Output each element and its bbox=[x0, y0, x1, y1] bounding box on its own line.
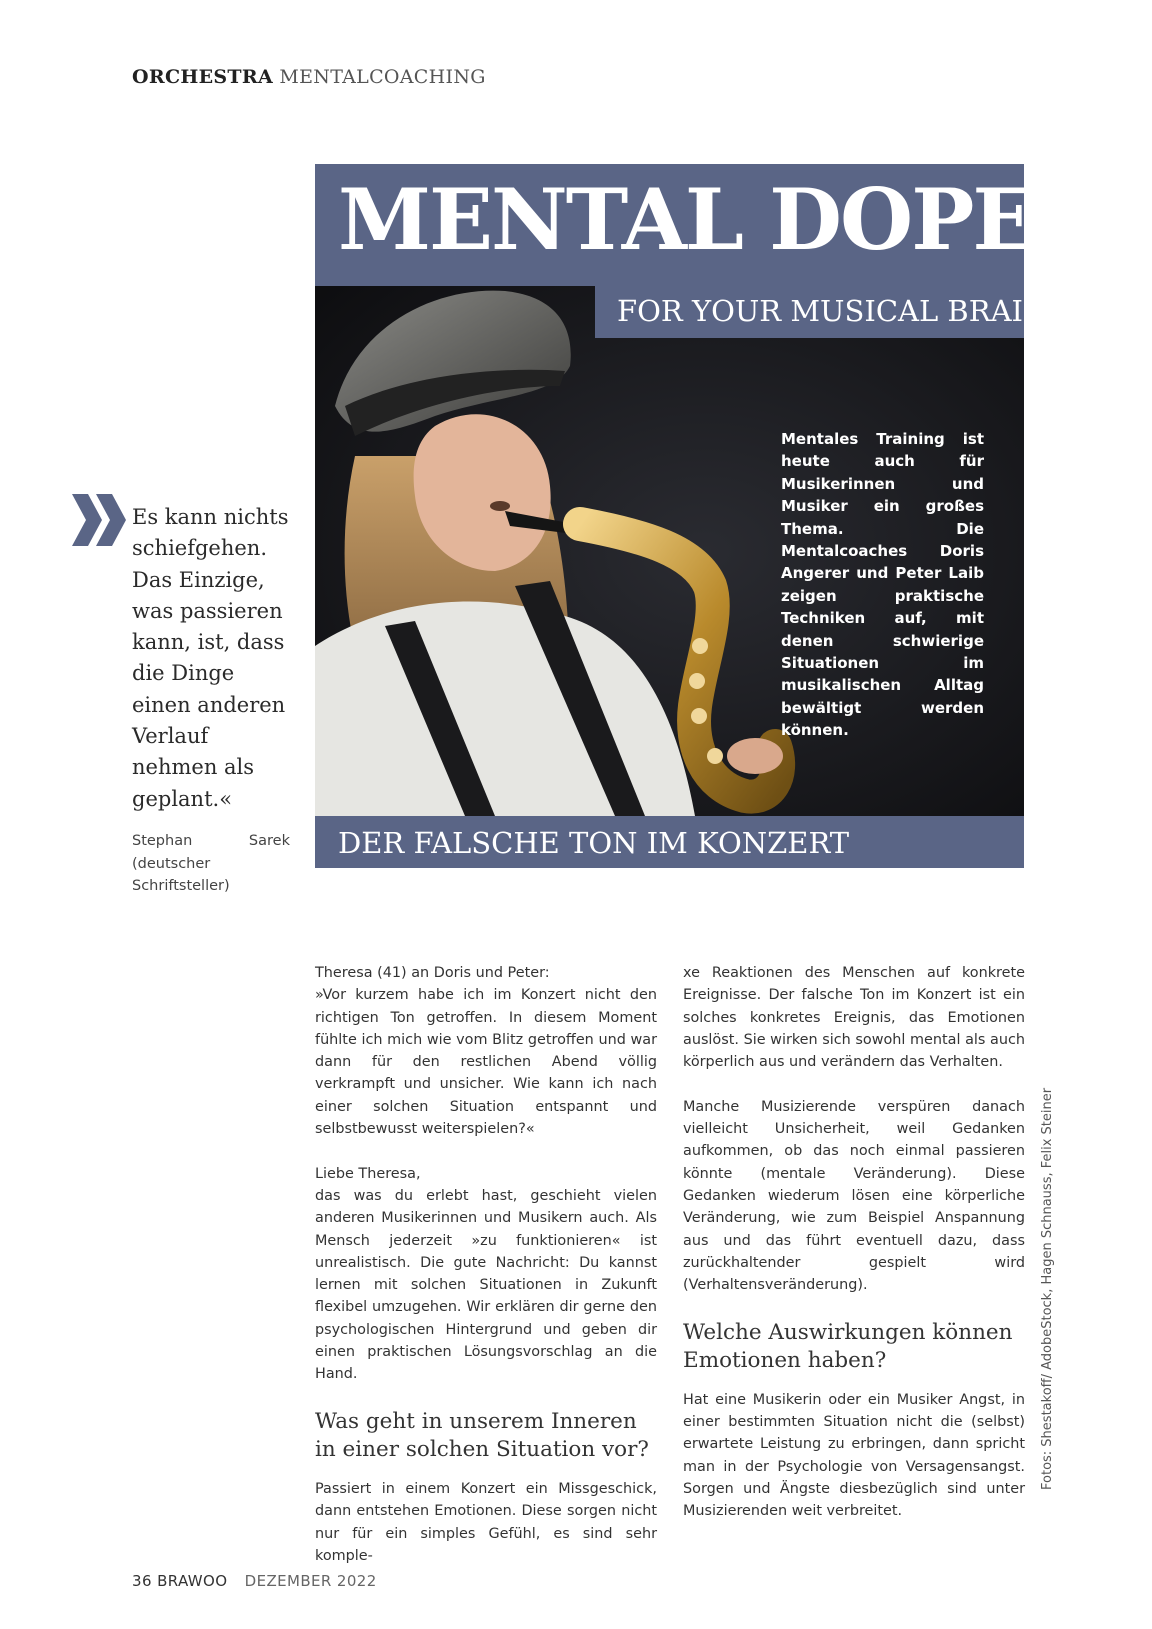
issue-date: DEZEMBER 2022 bbox=[244, 1572, 377, 1590]
intro-text: Mentales Training ist heute auch für Musikerinnen und Musiker ein großes Thema. Die Mentalcoaches Doris Angerer und Peter Laib zeigen praktische Techniken auf, mit denen schwierige Situationen im musikalischen Alltag bewältigt werden können. bbox=[781, 430, 984, 740]
paragraph: Hat eine Musikerin oder ein Musiker Angst, in einer bestimmten Situation nicht die (selbst) erwartete Leistung zu erbringen, dann spricht man in der Psychologie von Versagensangst. Sorgen und Ängste diesbezüglich sind unter Musizierenden weit verbreitet. bbox=[683, 1391, 1025, 1520]
paragraph: xe Reaktionen des Menschen auf konkrete Ereignisse. Der falsche Ton im Konzert ist ein solches konkretes Ereignis, das Emotionen auslöst. Sie wirken sich sowohl mental als auch körperlich aus und verändern das Verhalten. bbox=[683, 965, 1025, 1071]
body-column-2 bbox=[683, 962, 1025, 1545]
section-name: ORCHESTRA bbox=[132, 66, 273, 88]
article-title: MENTAL DOPE – bbox=[338, 170, 1102, 269]
section-label bbox=[132, 66, 486, 88]
article-subtitle: FOR YOUR MUSICAL BRAIN! bbox=[617, 294, 1061, 328]
body-column-1 bbox=[315, 962, 657, 1589]
section-topic: MENTALCOACHING bbox=[279, 66, 486, 88]
magazine-name: BRAWOO bbox=[157, 1572, 228, 1590]
answer-text: das was du erlebt hast, geschieht vielen anderen Musikerinnen und Musikern auch. Als Mensch jederzeit »zu funktionieren« ist unrealistisch. Die gute Nachricht: Du kannst lernen mit solchen Situationen in Zukunft flexibel umzugehen. Wir erklären dir gerne den psychologischen Hintergrund und geben dir einen praktischen Lösungsvorschlag an die Hand. bbox=[315, 1187, 657, 1383]
page-footer bbox=[132, 1572, 377, 1590]
pull-quote: Es kann nichts schiefgehen. Das Einzige, was passieren kann, ist, dass die Dinge einen anderen Verlauf nehmen als geplant.« bbox=[132, 505, 289, 811]
letter-text: »Vor kurzem habe ich im Konzert nicht den richtigen Ton getroffen. In diesem Moment fühlte ich mich wie vom Blitz getroffen und war dann für den restlichen Abend völlig verkrampft und unsicher. Wie kann ich nach einer solchen Situation entspannt und selbstbewusst weiterspielen?« bbox=[315, 987, 657, 1138]
answer-greeting: Liebe Theresa, bbox=[315, 1165, 421, 1182]
photo-credit: Fotos: Shestakoff/ AdobeStock, Hagen Schnauss, Felix Steiner bbox=[1040, 1087, 1055, 1490]
letter-intro: Theresa (41) an Doris und Peter: bbox=[315, 965, 550, 981]
subheading-2: Welche Auswirkungen können Emotionen haben? bbox=[683, 1319, 1013, 1373]
paragraph: Manche Musizierende verspüren danach vielleicht Unsicherheit, weil Gedanken aufkommen, ob das noch einmal passieren könnte (mentale Veränderung). Diese Gedanken wiederum lösen eine körperliche Veränderung, wie zum Beispiel Anspannung aus und das führt eventuell dazu, dass zurückhaltender gespielt wird (Verhaltensveränderung). bbox=[683, 1098, 1025, 1294]
subheading-1: Was geht in unserem Inneren in einer solchen Situation vor? bbox=[315, 1408, 649, 1462]
section-heading: DER FALSCHE TON IM KONZERT bbox=[338, 826, 850, 860]
page-number: 36 bbox=[132, 1572, 152, 1590]
quote-mark-icon bbox=[70, 492, 128, 548]
quote-author: Stephan Sarek (deutscher Schriftsteller) bbox=[132, 833, 290, 894]
paragraph: Passiert in einem Konzert ein Missgeschick, dann entstehen Emotionen. Diese sorgen nicht nur für ein simples Gefühl, es sind sehr komple- bbox=[315, 1480, 657, 1564]
